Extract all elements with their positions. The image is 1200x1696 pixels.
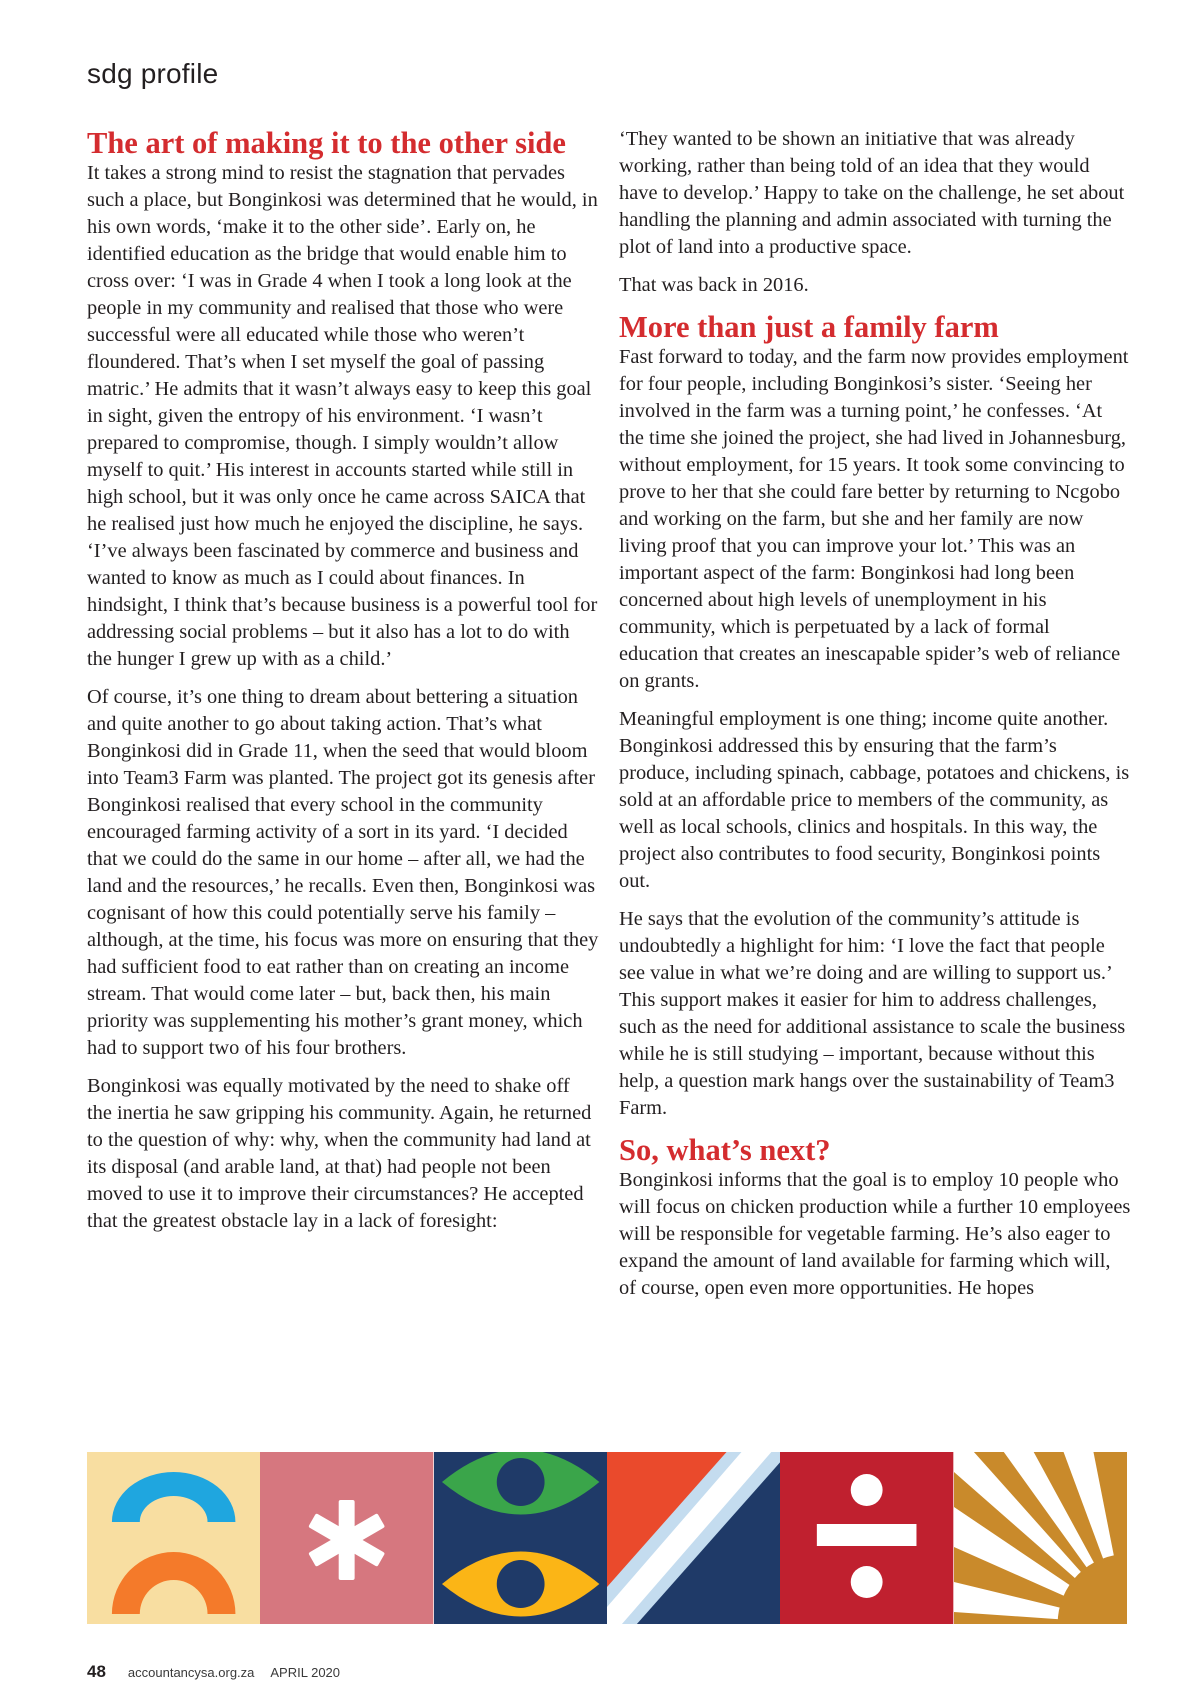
body-paragraph: ‘They wanted to be shown an initiative that was already working, rather than being told of an idea that they would have to develop.’ Happy to take on the challenge, he set about handling the planning and admin associated with turning the plot of land into a productive space. (619, 128, 1125, 258)
body-paragraph: Meaningful employment is one thing; income quite another. Bonginkosi addressed this by ensuring that the farm’s produce, including spinach, cabbage, potatoes and chickens, is sold at an affordable price to members of the community, as well as local schools, clinics and hospitals. In this way, the project also contributes to food security, Bonginkosi points out. (619, 708, 1130, 892)
website-url: accountancysa.org.za (127, 1665, 255, 1680)
eyes-icon (434, 1452, 607, 1624)
arches-icon (87, 1452, 260, 1624)
subheading-whats-next: So, what’s next? (619, 1133, 831, 1167)
body-paragraph: Bonginkosi was equally motivated by the need to shake off the inertia he saw gripping his community. Again, he returned to the question of why: why, when the community had land at its disposal (and arable land, at that) had people not been moved to use it to improve their circumstances? He accepted that the greatest obstacle lay in a lack of foresight: (87, 1075, 592, 1232)
body-paragraph: Fast forward to today, and the farm now provides employment for four people, including Bonginkosi’s sister. ‘Seeing her involved in the farm was a turning point,’ he confesses. ‘At the time she joined the project, she had lived in Johannesburg, without employment, for 15 years. It took some convincing to prove to her that she could fare better by returning to Ncgobo and working on the farm, but she and her family are now living proof that you can improve your lot.’ This was an important aspect of the farm: Bonginkosi had long been concerned about high levels of unemployment in his community, which is perpetuated by a lack of formal education that creates an inescapable spider’s web of reliance on grants. (619, 346, 1129, 692)
right-column (619, 126, 1131, 1313)
issue-date: APRIL 2020 (270, 1665, 341, 1680)
body-paragraph: It takes a strong mind to resist the stagnation that pervades such a place, but Bonginkosi was determined that he would, in his own words, ‘make it to the other side’. Early on, he identified education as the bridge that would enable him to cross over: ‘I was in Grade 4 when I took a long look at the people in my community and realised that those who were successful were all educated while those who weren’t floundered. That’s when I set myself the goal of passing matric.’ He admits that it wasn’t always easy to keep this goal in sight, given the entropy of his environment. ‘I wasn’t prepared to compromise, though. I simply wouldn’t allow myself to quit.’ His interest in accounts started while still in high school, but it was only once he came across SAICA that he realised just how much he enjoyed the discipline, he says. ‘I’ve always been fascinated by commerce and business and wanted to know as much as I could about finances. In hindsight, I think that’s because business is a powerful tool for addressing social problems – but it also has a lot to do with the hunger I grew up with as a child.’ (87, 162, 598, 670)
page-footer (87, 1662, 340, 1682)
left-column (87, 126, 599, 1246)
body-paragraph: That was back in 2016. (619, 274, 809, 296)
article-heading: The art of making it to the other side (87, 126, 566, 160)
body-paragraph: He says that the evolution of the community’s attitude is undoubtedly a highlight for him: ‘I love the fact that people see value in what we’re doing and are willing to support us.’ This support makes it easier for him to address challenges, such as the need for additional assistance to scale the business while he is still studying – important, because without this help, a question mark hangs over the sustainability of Team3 Farm. (619, 908, 1126, 1119)
sunburst-icon (954, 1452, 1127, 1624)
subheading-family-farm: More than just a family farm (619, 310, 999, 344)
body-paragraph: Of course, it’s one thing to dream about bettering a situation and quite another to go about taking action. That’s what Bonginkosi did in Grade 11, when the seed that would bloom into Team3 Farm was planted. The project got its genesis after Bonginkosi realised that every school in the community encouraged farming activity of a sort in its yard. ‘I decided that we could do the same in our home – after all, we had the land and the resources,’ he recalls. Even then, Bonginkosi was cognisant of how this could potentially serve his family – although, at the time, his focus was more on ensuring that they had sufficient food to eat rather than on creating an income stream. That would come later – but, back then, his main priority was supplementing his mother’s grant money, which had to support two of his four brothers. (87, 686, 599, 1059)
sdg-banner (87, 1452, 1127, 1624)
body-paragraph: Bonginkosi informs that the goal is to employ 10 people who will focus on chicken production while a further 10 employees will be responsible for vegetable farming. He’s also eager to expand the amount of land available for farming which will, of course, open even more opportunities. He hopes (619, 1169, 1131, 1299)
section-label: sdg profile (87, 58, 219, 89)
page-number: 48 (87, 1662, 106, 1681)
diagonal-stripes-icon (607, 1452, 780, 1624)
asterisk-icon (260, 1452, 433, 1624)
divide-icon (780, 1452, 953, 1624)
